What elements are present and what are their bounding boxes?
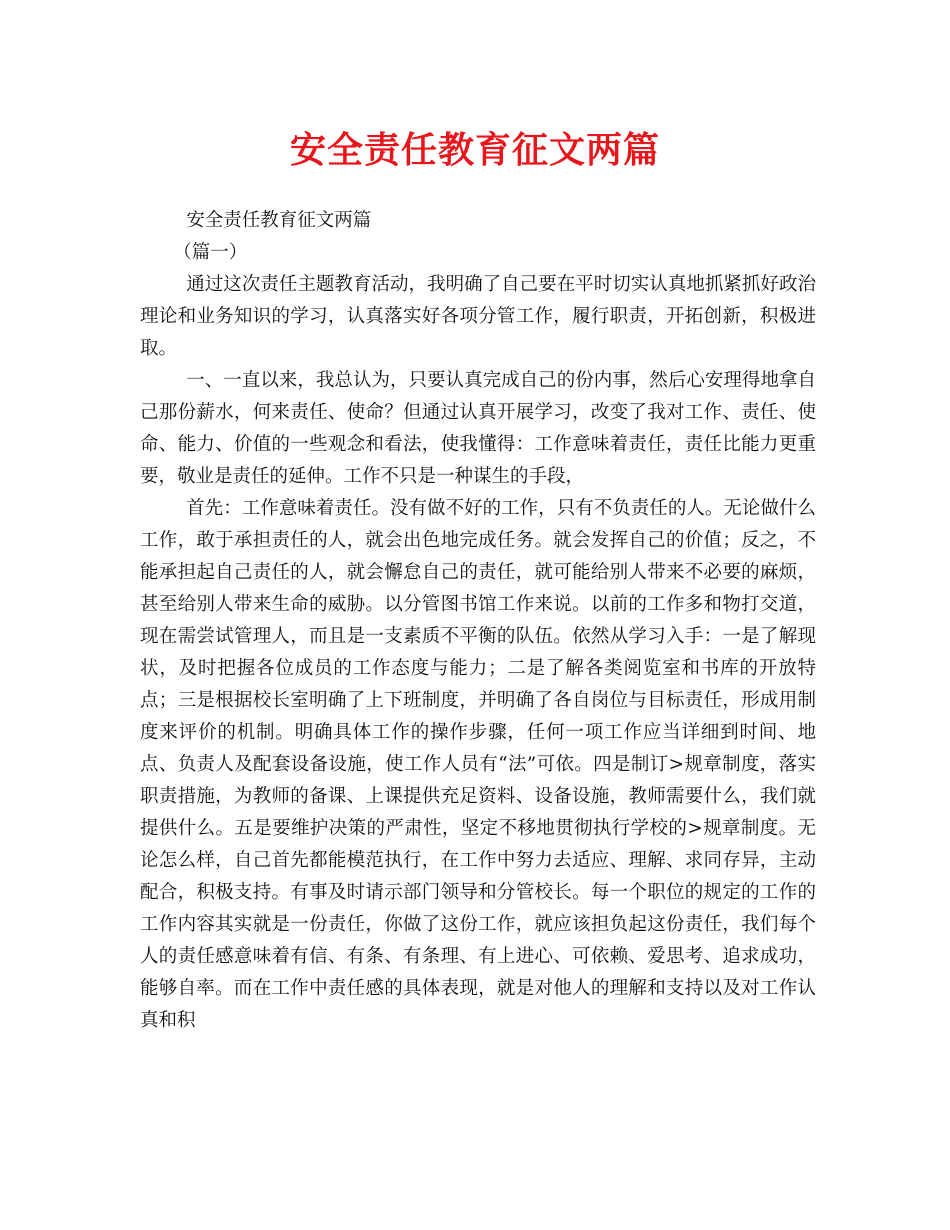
part-label: （篇一） xyxy=(173,242,248,263)
document-body xyxy=(140,205,816,1037)
paragraph-2: 一、一直以来，我总认为，只要认真完成自己的份内事，然后心安理得地拿自己那份薪水，何来责任、使命？但通过认真开展学习，改变了我对工作、责任、使命、能力、价值的一些观念和看法，使我懂得：工作意味着责任，责任比能力更重要，敬业是责任的延伸。工作不只是一种谋生的手段， xyxy=(140,370,816,487)
paragraph-3: 首先：工作意味着责任。没有做不好的工作，只有不负责任的人。无论做什么工作，敢于承担责任的人，就会出色地完成任务。就会发挥自己的价值；反之，不能承担起自己责任的人，就会懈怠自己的责任，就可能给别人带来不必要的麻烦，甚至给别人带来生命的威胁。以分管图书馆工作来说。以前的工作多和物打交道，现在需尝试管理人，而且是一支素质不平衡的队伍。依然从学习入手：一是了解现状，及时把握各位成员的工作态度与能力；二是了解各类阅览室和书库的开放特点；三是根据校长室明确了上下班制度，并明确了各自岗位与目标责任，形成用制度来评价的机制。明确具体工作的操作步骤，任何一项工作应当详细到时间、地点、负责人及配套设备设施，使工作人员有“法”可依。四是制订>规章制度，落实职责措施，为教师的备课、上课提供充足资料、设备设施，教师需要什么，我们就提供什么。五是要维护决策的严肃性，坚定不移地贯彻执行学校的>规章制度。无论怎么样，自己首先都能模范执行，在工作中努力去适应、理解、求同存异，主动配合，积极支持。有事及时请示部门领导和分管校长。每一个职位的规定的工作的工作内容其实就是一份责任，你做了这份工作，就应该担负起这份责任，我们每个人的责任感意味着有信、有条、有条理、有上进心、可依赖、爱思考、追求成功，能够自率。而在工作中责任感的具体表现，就是对他人的理解和支持以及对工作认真和积 xyxy=(140,498,816,1031)
document-title: 安全责任教育征文两篇 xyxy=(289,129,660,171)
document-subtitle: 安全责任教育征文两篇 xyxy=(186,210,372,231)
paragraph-1: 通过这次责任主题教育活动，我明确了自己要在平时切实认真地抓紧抓好政治理论和业务知识的学习，认真落实好各项分管工作，履行职责，开拓创新，积极进取。 xyxy=(140,274,816,359)
